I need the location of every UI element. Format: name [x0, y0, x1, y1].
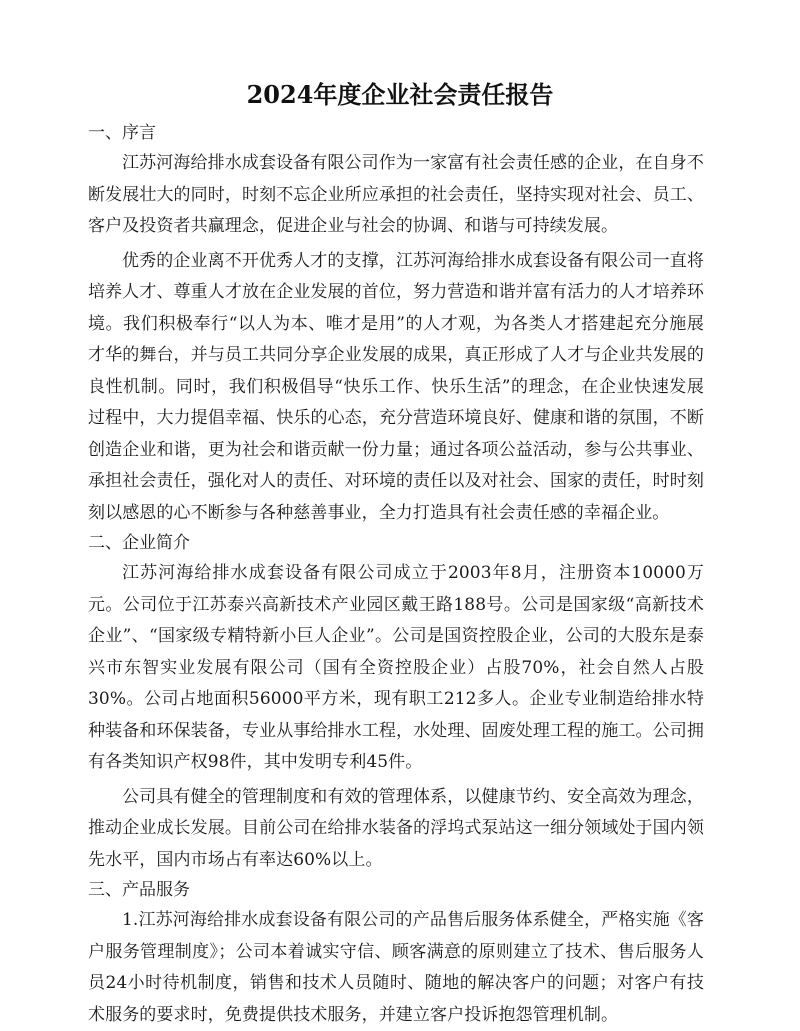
- company-profile-paragraph-1: 江苏河海给排水成套设备有限公司成立于2003年8月，注册资本10000万元。公司位于江苏泰兴高新技术产业园区戴王路188号。公司是国家级“高新技术企业”、“国家级专精特新小巨人企业”。公司是国资控股企业，公司的大股东是泰兴市东智实业发展有限公司（国有全资控股企业）占股70%，社会自然人占股30%。公司占地面积56000平方米，现有职工212多人。企业专业制造给排水特种装备和环保装备，专业从事给排水工程，水处理、固废处理工程的施工。公司拥有各类知识产权98件，其中发明专利45件。: [88, 563, 704, 772]
- section-heading-product-service: 三、产品服务: [88, 880, 190, 900]
- product-service-paragraph-1: 1.江苏河海给排水成套设备有限公司的产品售后服务体系健全，严格实施《客户服务管理制度》；公司本着诚实守信、顾客满意的原则建立了技术、售后服务人员24小时待机制度，销售和技术人员随时、随地的解决客户的问题；对客户有技术服务的要求时，免费提供技术服务，并建立客户投诉抱怨管理机制。: [88, 910, 704, 1025]
- preface-paragraph-1: 江苏河海给排水成套设备有限公司作为一家富有社会责任感的企业，在自身不断发展壮大的同时，时刻不忘企业所应承担的社会责任，坚持实现对社会、员工、客户及投资者共赢理念，促进企业与社会的协调、和谐与可持续发展。: [88, 153, 704, 236]
- section-heading-company-profile: 二、企业简介: [88, 533, 190, 553]
- company-profile-paragraph-2: 公司具有健全的管理制度和有效的管理体系，以健康节约、安全高效为理念，推动企业成长发展。目前公司在给排水装备的浮坞式泵站这一细分领域处于国内领先水平，国内市场占有率达60%以上。: [88, 786, 704, 870]
- document-title: 2024年度企业社会责任报告: [246, 80, 554, 110]
- document-body: [88, 120, 704, 1031]
- preface-paragraph-2: 优秀的企业离不开优秀人才的支撑，江苏河海给排水成套设备有限公司一直将培养人才、尊重人才放在企业发展的首位，努力营造和谐并富有活力的人才培养环境。我们积极奉行“以人为本、唯才是用”的人才观，为各类人才搭建起充分施展才华的舞台，并与员工共同分享企业发展的成果，真正形成了人才与企业共发展的良性机制。同时，我们积极倡导“快乐工作、快乐生活”的理念，在企业快速发展过程中，大力提倡幸福、快乐的心态，充分营造环境良好、健康和谐的氛围，不断创造企业和谐，更为社会和谐贡献一份力量；通过各项公益活动，参与公共事业、承担社会责任，强化对人的责任、对环境的责任以及对社会、国家的责任，时时刻刻以感恩的心不断参与各种慈善事业，全力打造具有社会责任感的幸福企业。: [88, 250, 704, 523]
- section-heading-preface: 一、序言: [88, 123, 156, 143]
